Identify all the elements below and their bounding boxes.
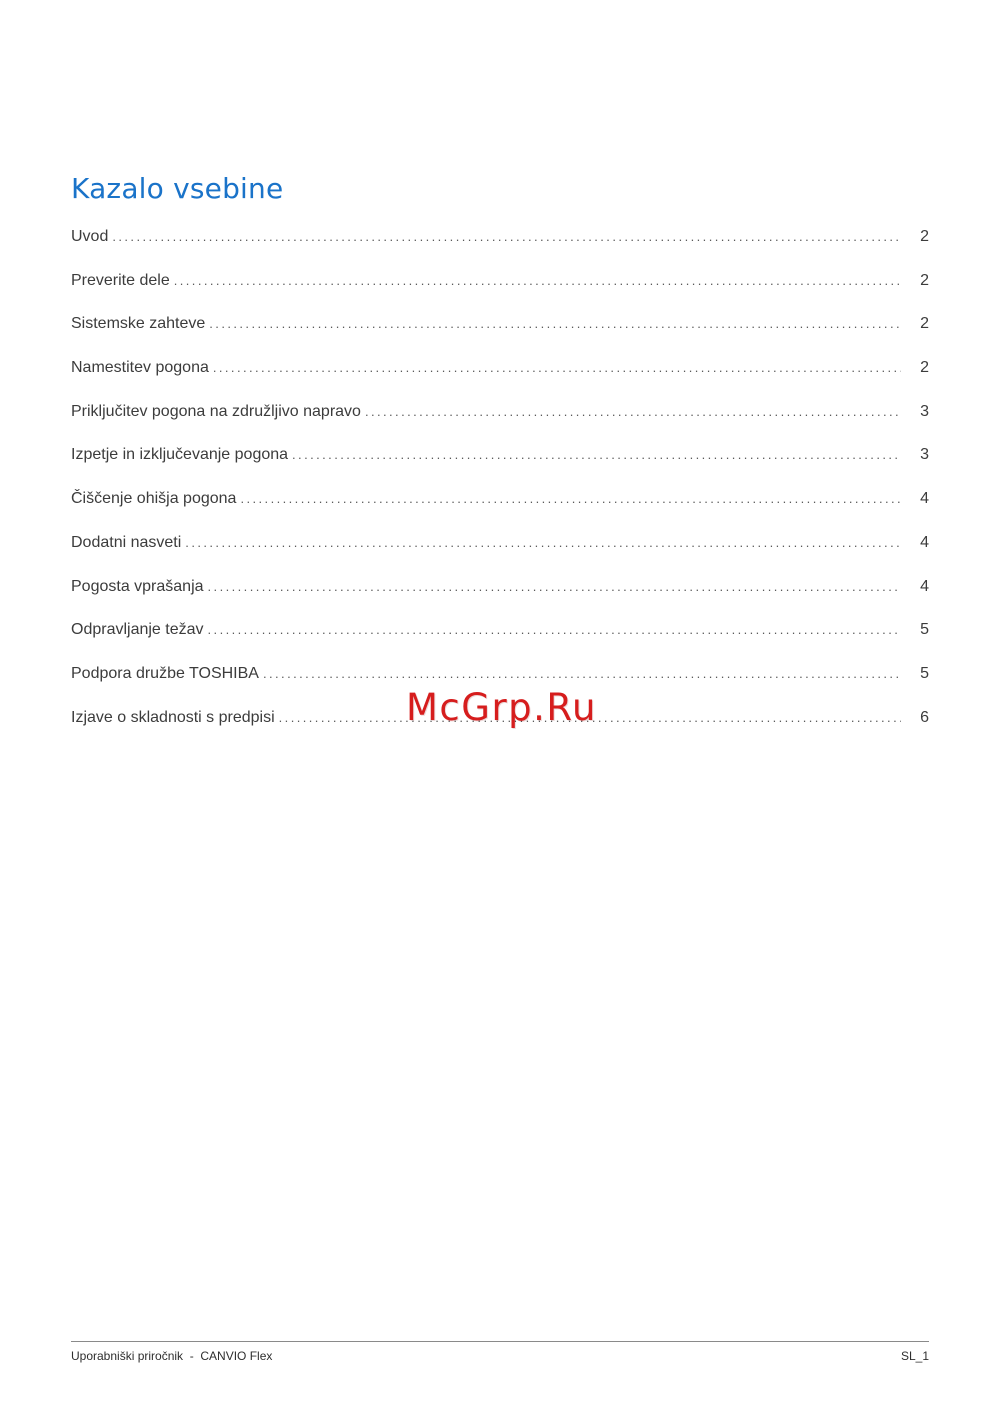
- toc-dot-leader: [208, 622, 901, 637]
- toc-entry[interactable]: [71, 315, 929, 359]
- footer-document-title: Uporabniški priročnik - CANVIO Flex: [71, 1349, 273, 1363]
- toc-dot-leader: [208, 579, 901, 594]
- toc-entry-label: Čiščenje ohišja pogona: [71, 490, 237, 508]
- toc-entry-label: Sistemske zahteve: [71, 315, 206, 333]
- toc-dot-leader: [292, 447, 901, 462]
- toc-entry[interactable]: [71, 621, 929, 665]
- toc-entry-label: Dodatni nasveti: [71, 533, 182, 551]
- toc-dot-leader: [213, 360, 901, 375]
- toc-dot-leader: [365, 404, 901, 419]
- watermark: McGrp.Ru: [406, 686, 597, 729]
- footer-divider: [71, 1341, 929, 1342]
- toc-entry-label: Izjave o skladnosti s predpisi: [71, 708, 275, 726]
- toc-dot-leader: [209, 316, 901, 331]
- toc-entry-page: 2: [920, 271, 929, 289]
- footer-page-number: SL_1: [900, 1349, 929, 1363]
- toc-entry-label: Odpravljanje težav: [71, 621, 204, 639]
- toc-entry-label: Preverite dele: [71, 271, 170, 289]
- toc-entry-label: Izpetje in izključevanje pogona: [71, 446, 289, 464]
- toc-entry-label: Uvod: [71, 228, 109, 245]
- table-of-contents: [71, 228, 929, 752]
- toc-dot-leader: [240, 491, 901, 506]
- toc-entry-page: 2: [920, 228, 929, 245]
- toc-entry-page: 5: [920, 621, 929, 639]
- toc-entry[interactable]: [71, 578, 929, 622]
- toc-entry[interactable]: [71, 446, 929, 490]
- toc-dot-leader: [112, 229, 901, 244]
- toc-entry-page: 4: [920, 533, 929, 551]
- toc-entry-page: 3: [920, 446, 929, 464]
- toc-entry[interactable]: [71, 403, 929, 447]
- toc-entry-page: 4: [920, 490, 929, 508]
- toc-dot-leader: [263, 666, 901, 681]
- toc-entry[interactable]: [71, 359, 929, 403]
- toc-entry-page: 2: [920, 315, 929, 333]
- toc-entry[interactable]: [71, 228, 929, 272]
- toc-entry[interactable]: [71, 272, 929, 316]
- toc-entry-label: Namestitev pogona: [71, 359, 209, 377]
- toc-entry-label: Podpora družbe TOSHIBA: [71, 664, 259, 682]
- toc-dot-leader: [185, 535, 901, 550]
- page-title: Kazalo vsebine: [71, 172, 284, 205]
- toc-entry-page: 3: [920, 402, 929, 420]
- toc-entry-page: 5: [920, 664, 929, 682]
- toc-entry[interactable]: [71, 534, 929, 578]
- toc-entry-page: 4: [920, 577, 929, 595]
- toc-entry-label: Pogosta vprašanja: [71, 577, 204, 595]
- toc-entry-page: 2: [920, 359, 929, 377]
- toc-entry-page: 6: [920, 708, 929, 726]
- toc-dot-leader: [174, 273, 901, 288]
- toc-entry-label: Priključitev pogona na združljivo napravo: [71, 402, 361, 420]
- toc-entry[interactable]: [71, 490, 929, 534]
